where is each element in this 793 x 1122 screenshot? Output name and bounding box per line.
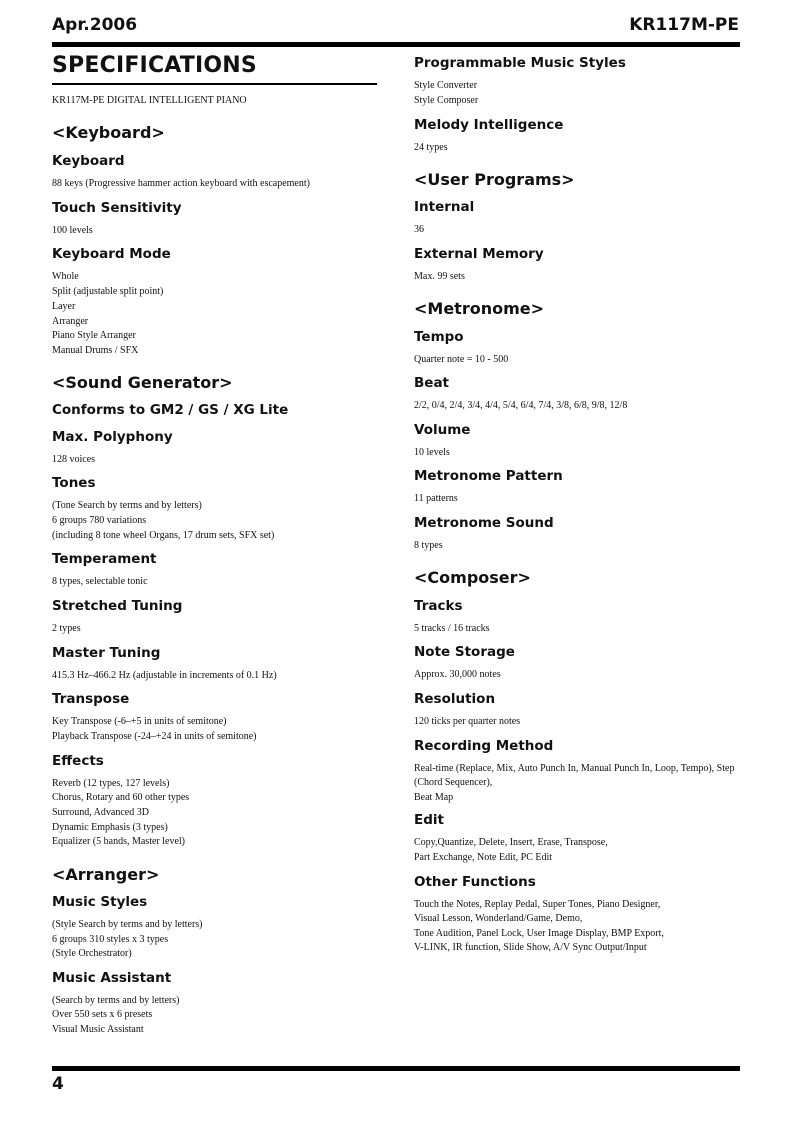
spec-heading: Keyboard: [52, 153, 125, 169]
spec-line: (Tone Search by terms and by letters): [52, 500, 202, 511]
spec-line: V-LINK, IR function, Slide Show, A/V Sync Output/Input: [414, 942, 647, 953]
page-number: 4: [52, 1074, 64, 1094]
spec-line: Real-time (Replace, Mix, Auto Punch In, Manual Punch In, Loop, Tempo), Step: [414, 763, 735, 774]
spec-line: Tone Audition, Panel Lock, User Image Display, BMP Export,: [414, 928, 664, 939]
spec-heading: Internal: [414, 199, 475, 215]
spec-line: Whole: [52, 271, 79, 282]
spec-line: 6 groups 310 styles x 3 types: [52, 934, 169, 945]
page-subtitle: KR117M-PE DIGITAL INTELLIGENT PIANO: [52, 95, 247, 106]
spec-line: Reverb (12 types, 127 levels): [52, 778, 170, 789]
spec-line: 2/2, 0/4, 2/4, 3/4, 4/4, 5/4, 6/4, 7/4, 3/8, 6/8, 9/8, 12/8: [414, 400, 628, 411]
spec-line: Piano Style Arranger: [52, 330, 136, 341]
footer-rule: [52, 1066, 740, 1071]
spec-line: Layer: [52, 301, 76, 312]
spec-line: Touch the Notes, Replay Pedal, Super Tones, Piano Designer,: [414, 899, 661, 910]
spec-heading: Master Tuning: [52, 645, 161, 661]
spec-line: (Search by terms and by letters): [52, 995, 180, 1006]
spec-heading: Touch Sensitivity: [52, 200, 182, 216]
spec-heading: Volume: [414, 422, 471, 438]
spec-line: Arranger: [52, 316, 89, 327]
spec-heading: Note Storage: [414, 644, 515, 660]
spec-heading: Music Styles: [52, 894, 148, 910]
spec-line: (Style Orchestrator): [52, 948, 132, 959]
spec-line: 120 ticks per quarter notes: [414, 716, 521, 727]
section-heading: <Sound Generator>: [52, 373, 233, 392]
spec-heading: Keyboard Mode: [52, 246, 171, 262]
page-title: SPECIFICATIONS: [52, 53, 257, 78]
spec-line: 128 voices: [52, 454, 96, 465]
spec-heading: Recording Method: [414, 738, 554, 754]
section-heading: <Arranger>: [52, 865, 160, 884]
spec-heading: Edit: [414, 812, 444, 828]
spec-heading: Melody Intelligence: [414, 117, 564, 133]
spec-heading: Transpose: [52, 691, 130, 707]
spec-line: Copy,Quantize, Delete, Insert, Erase, Transpose,: [414, 837, 608, 848]
spec-line: Style Composer: [414, 95, 479, 106]
spec-heading: Tones: [52, 475, 96, 491]
spec-line: Max. 99 sets: [414, 271, 465, 282]
header-date: Apr.2006: [52, 15, 138, 35]
spec-line: Beat Map: [414, 792, 454, 803]
spec-line: 36: [414, 224, 424, 235]
spec-line: (Chord Sequencer),: [414, 777, 493, 788]
spec-line: 6 groups 780 variations: [52, 515, 147, 526]
header-model: KR117M-PE: [629, 15, 739, 35]
spec-line: (including 8 tone wheel Organs, 17 drum sets, SFX set): [52, 530, 275, 541]
spec-heading: Metronome Sound: [414, 515, 554, 531]
spec-line: Key Transpose (-6–+5 in units of semitone): [52, 716, 227, 727]
spec-line: (Style Search by terms and by letters): [52, 919, 203, 930]
section-heading: <Metronome>: [414, 299, 545, 318]
spec-line: 100 levels: [52, 225, 93, 236]
spec-line: 8 types: [414, 540, 443, 551]
title-rule: [52, 83, 377, 85]
spec-heading: Conforms to GM2 / GS / XG Lite: [52, 402, 289, 418]
section-heading: <Keyboard>: [52, 123, 165, 142]
spec-heading: Music Assistant: [52, 970, 172, 986]
spec-heading: External Memory: [414, 246, 544, 262]
spec-line: Split (adjustable split point): [52, 286, 164, 297]
section-heading: <User Programs>: [414, 170, 575, 189]
spec-line: Quarter note = 10 - 500: [414, 354, 509, 365]
spec-line: Equalizer (5 bands, Master level): [52, 836, 186, 847]
spec-line: Visual Lesson, Wonderland/Game, Demo,: [414, 913, 583, 924]
spec-heading: Programmable Music Styles: [414, 55, 626, 71]
spec-line: 10 levels: [414, 447, 450, 458]
spec-line: Dynamic Emphasis (3 types): [52, 822, 168, 833]
spec-line: Surround, Advanced 3D: [52, 807, 149, 818]
header-rule: [52, 42, 740, 47]
spec-line: Chorus, Rotary and 60 other types: [52, 792, 190, 803]
spec-heading: Other Functions: [414, 874, 536, 890]
spec-line: Visual Music Assistant: [52, 1024, 144, 1035]
spec-line: 2 types: [52, 623, 81, 634]
spec-line: Manual Drums / SFX: [52, 345, 139, 356]
spec-heading: Metronome Pattern: [414, 468, 563, 484]
spec-line: Over 550 sets x 6 presets: [52, 1009, 153, 1020]
spec-heading: Effects: [52, 753, 104, 769]
spec-heading: Tempo: [414, 329, 464, 345]
spec-line: 11 patterns: [414, 493, 458, 504]
spec-heading: Beat: [414, 375, 450, 391]
spec-heading: Max. Polyphony: [52, 429, 173, 445]
section-heading: <Composer>: [414, 568, 531, 587]
spec-line: Part Exchange, Note Edit, PC Edit: [414, 852, 553, 863]
spec-line: Approx. 30,000 notes: [414, 669, 501, 680]
spec-heading: Resolution: [414, 691, 496, 707]
spec-heading: Stretched Tuning: [52, 598, 183, 614]
spec-line: 88 keys (Progressive hammer action keyboard with escapement): [52, 178, 310, 189]
spec-line: 5 tracks / 16 tracks: [414, 623, 490, 634]
spec-heading: Temperament: [52, 551, 157, 567]
spec-line: 24 types: [414, 142, 448, 153]
spec-line: 415.3 Hz–466.2 Hz (adjustable in increments of 0.1 Hz): [52, 670, 277, 681]
spec-line: 8 types, selectable tonic: [52, 576, 148, 587]
spec-heading: Tracks: [414, 598, 463, 614]
spec-line: Style Converter: [414, 80, 478, 91]
spec-line: Playback Transpose (-24–+24 in units of semitone): [52, 731, 257, 742]
